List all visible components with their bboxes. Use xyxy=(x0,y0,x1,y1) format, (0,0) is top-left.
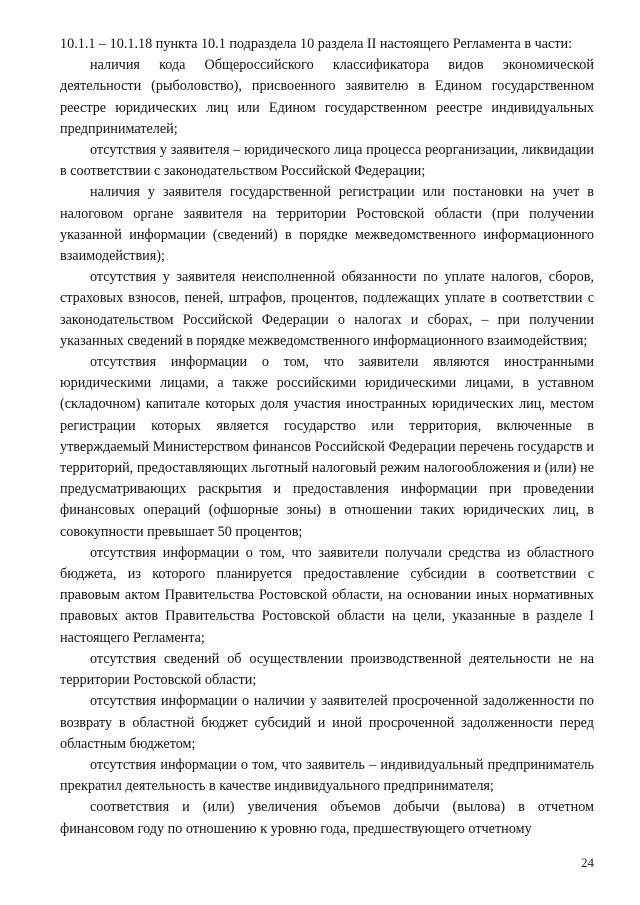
paragraph-11: соответствия и (или) увеличения объемов добычи (вылова) в отчетном финансовом году по отношению к уровню года, предшествующего отчетному xyxy=(60,799,594,837)
paragraph-10: отсутствия информации о том, что заявитель – индивидуальный предприниматель прекратил деятельность в качестве индивидуального предпринимателя; xyxy=(60,756,594,795)
paragraph-5: отсутствия у заявителя неисполненной обязанности по уплате налогов, сборов, страховых взносов, пеней, штрафов, процентов, подлежащих уплате в соответствии с законодательством Российской Федерации о налогах и сборах, – при получении указанных сведений в порядке межведомственного информационного взаимодействия; xyxy=(60,269,594,349)
paragraph-7: отсутствия информации о том, что заявители получали средства из областного бюджета, из которого планируется предоставление субсидии в соответствии с правовым актом Правительства Ростовской области, на основании иных нормативных правовых актов Правительства Ростовской области на цели, указанные в разделе I настоящего Регламента; xyxy=(60,544,594,646)
page-number: 24 xyxy=(581,855,594,870)
paragraph-6: отсутствия информации о том, что заявители являются иностранными юридическими лицами, а также российскими юридическими лицами, в уставном (складочном) капитале которых доля участия иностранных юридических лиц, местом регистрации которых является государство или территория, включенные в утверждаемый Министерством финансов Российской Федерации перечень государств и территорий, предоставляющих льготный налоговый режим налогообложения и (или) не предусматривающих раскрытия и предоставления информации при проведении финансовых операций (офшорные зоны) в отношении таких юридических лиц, в совокупности превышает 50 процентов; xyxy=(60,354,594,540)
paragraph-9: отсутствия информации о наличии у заявителей просроченной задолженности по возврату в областной бюджет субсидий и иной просроченной задолженности перед областным бюджетом; xyxy=(60,693,594,752)
paragraph-4: наличия у заявителя государственной регистрации или постановки на учет в налоговом органе заявителя на территории Ростовской области (при получении указанной информации (сведений) в порядке межведомственного информационного взаимодействия); xyxy=(60,184,594,265)
paragraph-8: отсутствия сведений об осуществлении производственной деятельности не на территории Ростовской области; xyxy=(60,650,594,689)
paragraph-1: 10.1.1 – 10.1.18 пункта 10.1 подраздела 10 раздела II настоящего Регламента в части: xyxy=(60,36,573,52)
paragraph-3: отсутствия у заявителя – юридического лица процесса реорганизации, ликвидации в соответствии с законодательством Российской Федерации; xyxy=(60,142,594,180)
document-page xyxy=(60,34,594,840)
paragraph-2: наличия кода Общероссийского классификатора видов экономической деятельности (рыболовство), присвоенного заявителю в Едином государственном реестре юридических лиц или Едином государственном реестре индивидуальных предпринимателей; xyxy=(60,57,594,137)
